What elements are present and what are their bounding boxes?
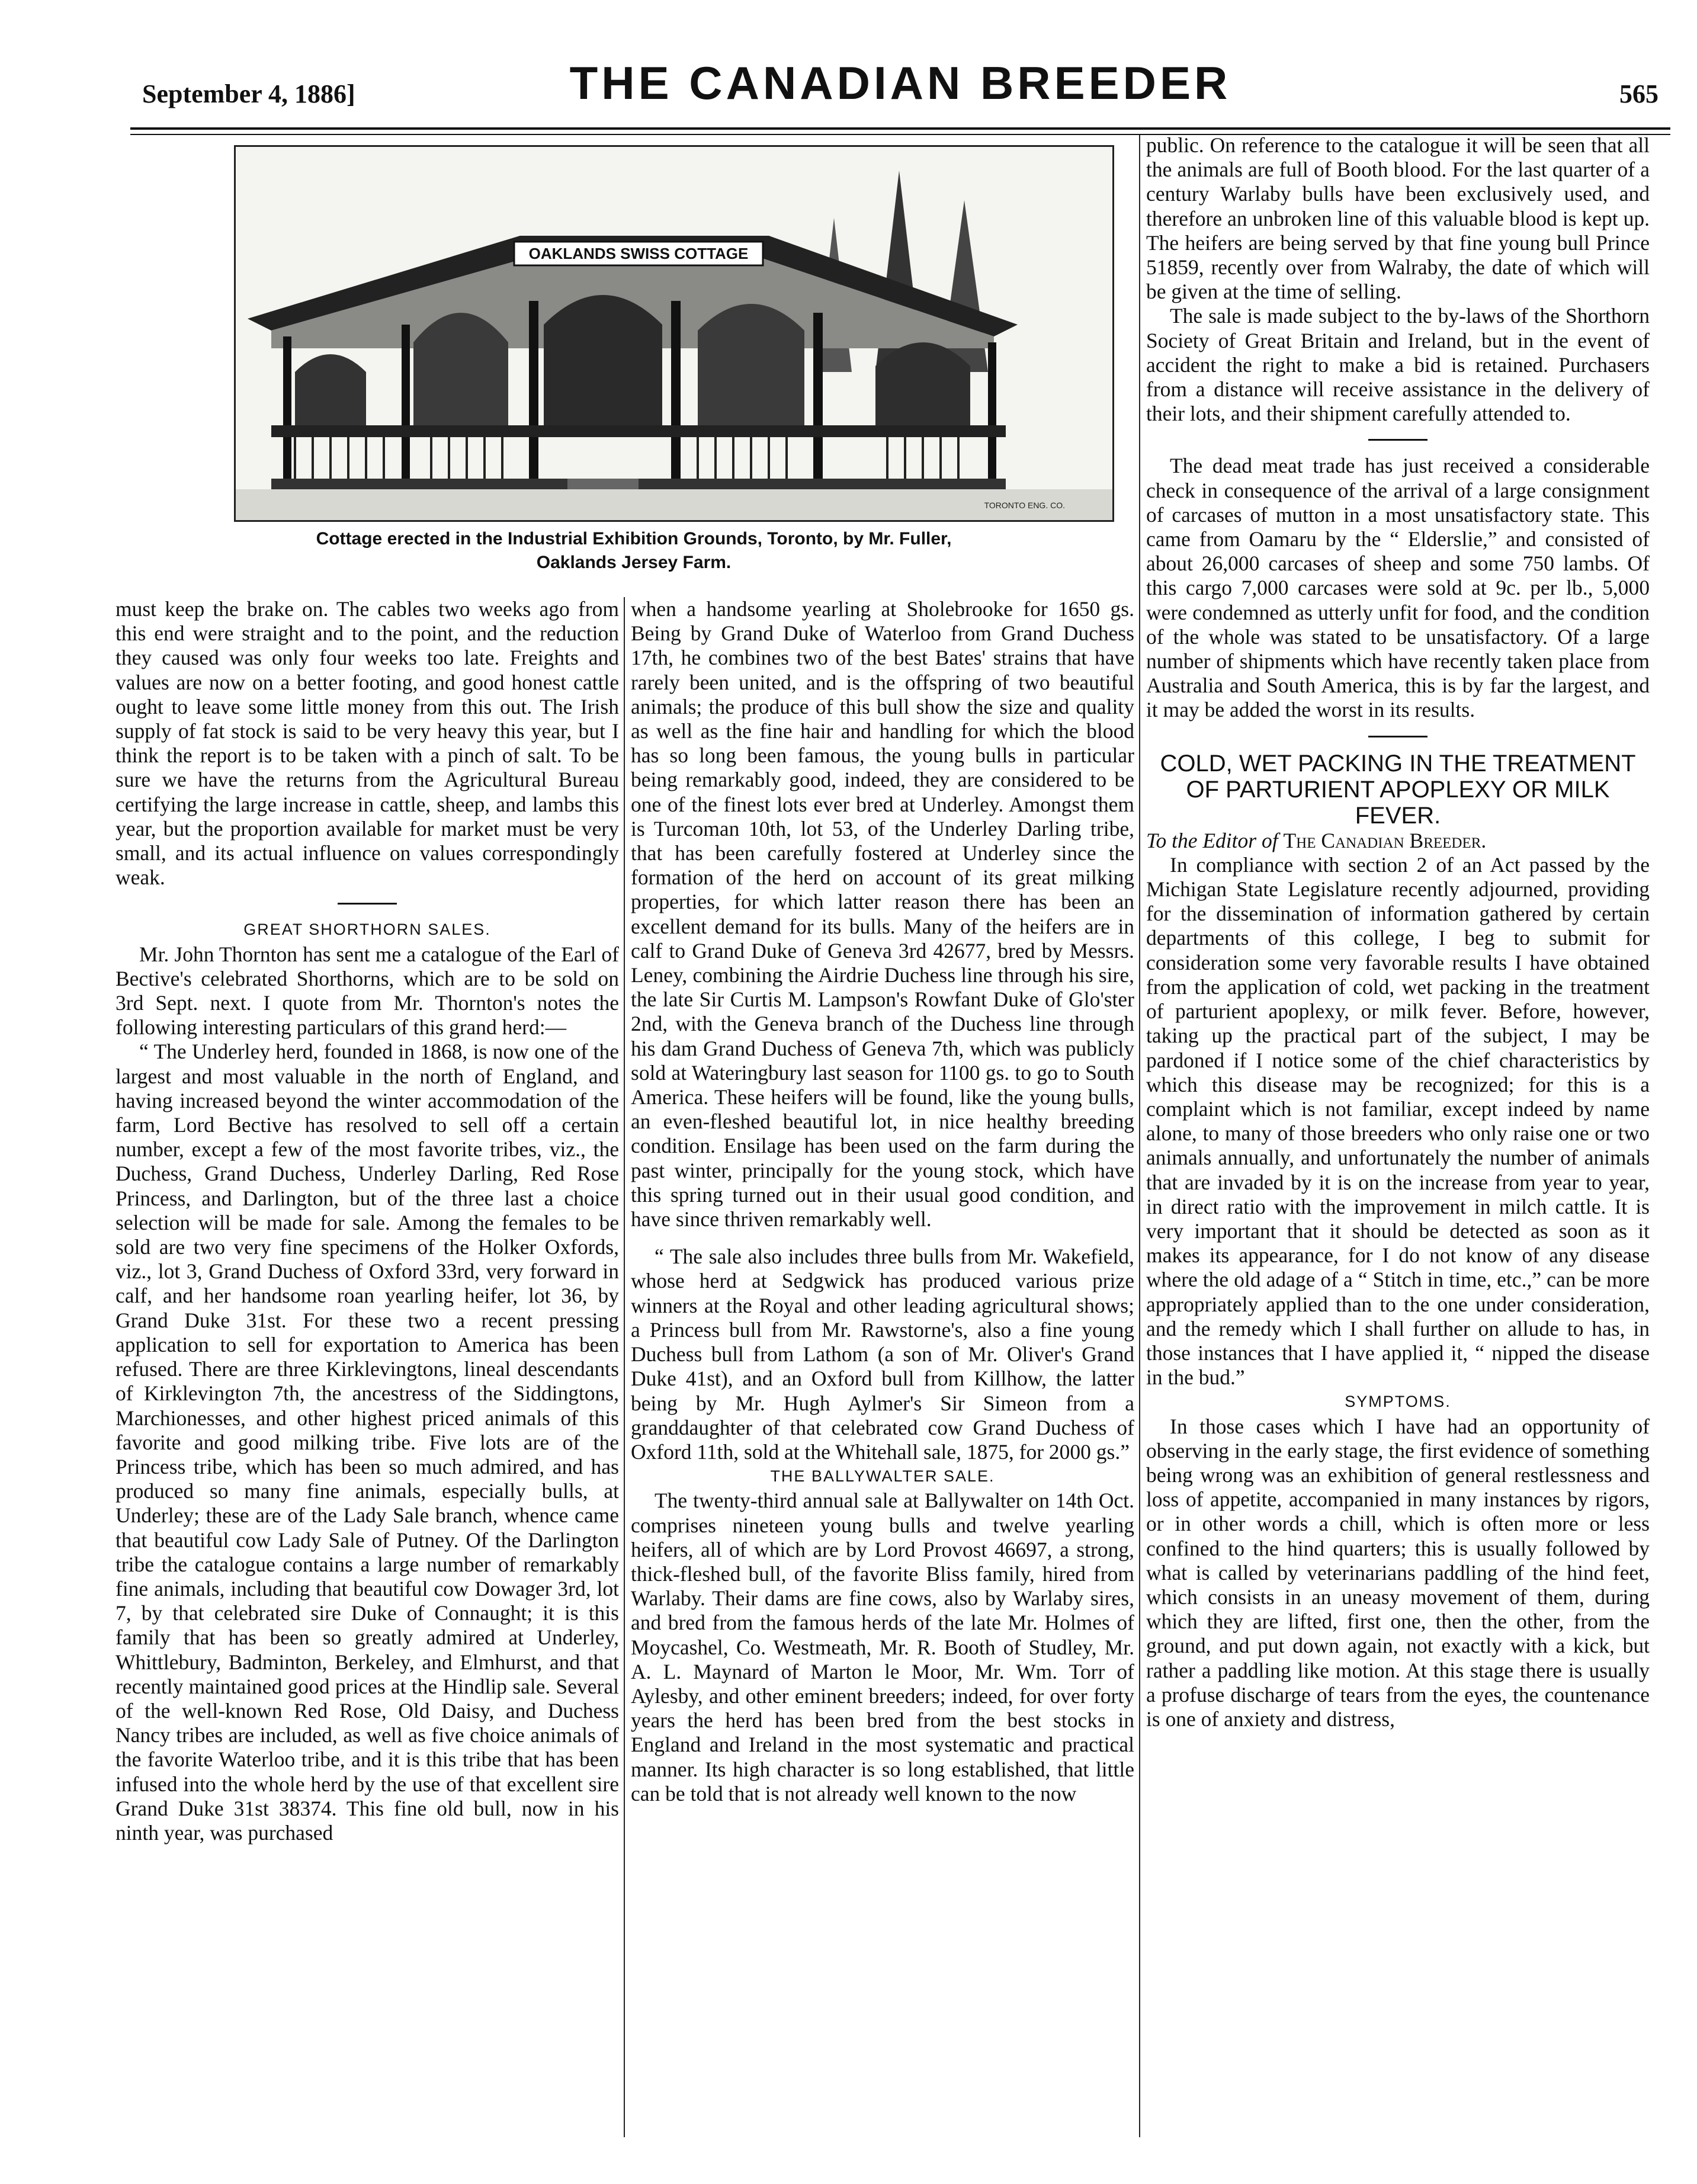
paragraph: when a handsome yearling at Sholebrooke for 1650 gs. Being by Grand Duke of Waterloo from Grand Duchess 17th, he combines two of the best Bates' strains that have rarely been united, and is the offspring of two beautiful animals; the produce of this bull show the size and quality as well as the fine hair and handling for which the blood has so long been famous, the young bulls in particular being remarkably good, indeed, they are considered to be one of the finest lots ever bred at Underley. Amongst them is Turcoman 10th, lot 53, of the Underley Darling tribe, that has been carefully fostered at Underley since the formation of the herd on account of its great milking properties, for which latter reason there has been an excellent demand for its bulls. Many of the heifers are in calf to Grand Duke of Geneva 3rd 42677, bred by Messrs. Leney, combining the Airdrie Duchess line through his sire, the late Sir Curtis M. Lampson's Rowfant Duke of Glo'ster 2nd, with the Geneva branch of the Duchess line through his dam Grand Duchess of Geneva 7th, which was publicly sold at Wateringbury last season for 1100 gs. to go to South America. These heifers will be found, like the young bulls, an even-fleshed beautiful lot, in nice healthy breeding condition. Ensilage has been used on the farm during the past winter, principally for the young stock, which have this spring turned out in their usual good condition, and have since thriven remarkably well. <box>631 597 1134 1231</box>
paragraph: must keep the brake on. The cables two weeks ago from this end were straight and to the point, and the reduction they caused was only four weeks too late. Freights and values are now on a better footing, and good honest cattle ought to leave some little money from this out. The Irish supply of fat stock is said to be very heavy this year, but I think the report is to be taken with a pinch of salt. To be sure we have the returns from the Agricultural Bureau certifying the large increase in cattle, sheep, and lambs this year, but the proportion available for market must be very small, and its actual influence on values correspondingly weak. <box>116 597 619 890</box>
address-name: The Canadian Breeder. <box>1283 828 1487 852</box>
paragraph: The twenty-third annual sale at Ballywalter on 14th Oct. comprises nineteen young bulls and twelve yearling heifers, all of which are by Lord Provost 46697, a strong, thick-fleshed bull, of the favorite Bliss family, hired from Warlaby. Their dams are fine cows, also by Warlaby sires, and bred from the famous herds of the late Mr. Holmes of Moycashel, Co. Westmeath, Mr. R. Booth of Studley, Mr. A. L. Maynard of Marton le Moor, Mr. Wm. Torr of Aylesby, and other eminent breeders; indeed, for over forty years the herd has been bred from the best stocks in England and Ireland in the most systematic and practical manner. Its high character is so long established, that little can be told that is not already well known to the now <box>631 1489 1134 1805</box>
column-rule-2 <box>1139 135 1140 2137</box>
column-rule-1 <box>624 597 625 2137</box>
column-2 <box>631 597 1134 1806</box>
page-number: 565 <box>1619 79 1658 108</box>
section-heading: THE BALLYWALTER SALE. <box>770 1467 995 1486</box>
paragraph: The dead meat trade has just received a considerable check in consequence of the arrival of a large consignment of carcases of mutton in a most unsatisfactory state. This came from Oamaru by the “ Elderslie,” and consisted of about 26,000 carcases of sheep and some 750 lambs. Of this cargo 7,000 carcases were sold at 9c. per lb., 5,000 were condemned as utterly unfit for food, and the condition of the whole was stated to be unsatisfactory. Of a large number of shipments which have recently taken place from Australia and South America, this is by far the largest, and it may be added the worst in its results. <box>1146 454 1650 722</box>
figure-caption <box>142 527 1125 575</box>
paragraph: In compliance with section 2 of an Act passed by the Michigan State Legislature recently adjourned, providing for the dissemination of information gathered by certain departments of this college, I beg to submit for consideration some very favorable results I have obtained from the application of cold, wet packing in the treatment of parturient apoplexy, or milk fever. Before, however, taking up the practical part of the subject, I may be pardoned if I notice some of the chief characteristics by which this disease may be recognized; for this is a complaint which is not familiar, except indeed by name alone, to many of those breeders who only raise one or two animals annually, and unfortunately the number of animals that are invaded by it is on the increase from year to year, in direct ratio with the improvement in milch cattle. It is very important that it should be detected as soon as it makes its appearance, for I do not know of any disease where the old adage of a “ Stitch in time, etc.,” can be more appropriately applied than to the one under consideration, and the remedy which I shall further on allude to has, in those instances that I have applied it, “ nipped the disease in the bud.” <box>1146 852 1650 1390</box>
paragraph: Mr. John Thornton has sent me a catalogue of the Earl of Bective's celebrated Shorthorns, which are to be sold on 3rd Sept. next. I quote from Mr. Thornton's notes the following interesting particulars of this grand herd:— <box>116 942 619 1040</box>
letter-address <box>1146 829 1650 853</box>
cottage-engraving <box>234 145 1114 522</box>
article-headline: COLD, WET PACKING IN THE TREATMENT OF PARTURIENT APOPLEXY OR MILK FEVER. <box>1160 750 1636 829</box>
section-heading: SYMPTOMS. <box>1345 1393 1451 1411</box>
section-heading: GREAT SHORTHORN SALES. <box>243 921 491 939</box>
cottage-sign: OAKLANDS SWISS COTTAGE <box>528 245 749 262</box>
header-rule <box>130 127 1670 130</box>
paragraph: “ The sale also includes three bulls from Mr. Wakefield, whose herd at Sedgwick has produced various prize winners at the Royal and other leading agricultural shows; a Princess bull from Mr. Rawstorne's, also a fine young Duchess bull from Lathom (a son of Mr. Oliver's Grand Duke 41st), and an Oxford bull from Killhow, the latter being by Mr. Hugh Aylmer's Sir Simeon from a granddaughter of that celebrated cow Grand Duchess of Oxford 11th, sold at the Whitehall sale, 1875, for 2000 gs.” <box>631 1245 1134 1464</box>
section-divider <box>338 903 397 905</box>
cottage-illustration <box>236 147 1112 520</box>
engraver-credit: TORONTO ENG. CO. <box>984 501 1065 510</box>
issue-date: September 4, 1886] <box>142 79 355 108</box>
paragraph: In those cases which I have had an opportunity of observing in the early stage, the first evidence of something being wrong was an exhibition of general restlessness and loss of appetite, accompanied in many instances by rigors, or in other words a chill, which is often more or less confined to the hind quarters; this is usually followed by what is called by veterinarians paddling of the hind feet, which consists in an uneasy movement of them, during which they are lifted, first one, then the other, from the ground, and put down again, not exactly with a kick, but rather a paddling like motion. At this stage there is usually a profuse discharge of tears from the eyes, the countenance is one of anxiety and distress, <box>1146 1414 1650 1731</box>
section-divider <box>1368 736 1427 737</box>
paragraph: public. On reference to the catalogue it will be seen that all the animals are full of Booth blood. For the last quarter of a century Warlaby bulls have been exclusively used, and therefore an unbroken line of this valuable blood is kept up. The heifers are being served by that fine young bull Prince 51859, recently over from Walraby, the date of which will be given at the time of selling. <box>1146 133 1650 304</box>
masthead-title: THE CANADIAN BREEDER <box>569 57 1231 109</box>
column-1 <box>116 597 619 1845</box>
caption-line-2: Oaklands Jersey Farm. <box>536 553 732 572</box>
caption-line-1: Cottage erected in the Industrial Exhibition Grounds, Toronto, by Mr. Fuller, <box>316 529 952 549</box>
section-divider <box>1368 439 1427 441</box>
paragraph: “ The Underley herd, founded in 1868, is now one of the largest and most valuable in the north of England, and having increased beyond the winter accommodation of the farm, Lord Bective has resolved to sell off a certain number, except a few of the most favorite tribes, viz., the Duchess, Grand Duchess, Underley Darling, Red Rose Princess, and Darlington, but of the three last a choice selection will be made for sale. Among the females to be sold are two very fine specimens of the Holker Oxfords, viz., lot 3, Grand Duchess of Oxford 33rd, very forward in calf, and her handsome roan yearling heifer, lot 36, by Grand Duke 31st. For these two a recent pressing application to sell for exportation to America has been refused. There are three Kirklevingtons, lineal descendants of Kirklevington 7th, the ancestress of the Siddingtons, Marchionesses, and other highest priced animals of this favorite and good milking tribe. Five lots are of the Princess tribe, which has been so much admired, and has produced so many fine animals, especially bulls, at Underley; these are of the Lady Sale branch, whence came that beautiful cow Lady Sale of Putney. Of the Darlington tribe the catalogue contains a large number of remarkably fine animals, including that beautiful cow Dowager 3rd, lot 7, by that celebrated sire Duke of Connaught; it is this family that has been so greatly admired at Underley, Whittlebury, Badminton, Berkeley, and Elmhurst, and that recently maintained good prices at the Hindlip sale. Several of the well-known Red Rose, Old Daisy, and Duchess Nancy tribes are included, as well as five choice animals of the favorite Waterloo tribe, and it is this tribe that has been infused into the whole herd by the use of that excellent sire Grand Duke 31st 38374. This fine old bull, now in his ninth year, was purchased <box>116 1040 619 1845</box>
address-prefix: To the Editor of <box>1146 828 1278 852</box>
column-3 <box>1146 133 1650 1731</box>
page-header <box>142 56 1658 121</box>
paragraph: The sale is made subject to the by-laws of the Shorthorn Society of Great Britain and Ireland, but in the event of accident the right to make a bid is retained. Purchasers from a distance will receive assistance in the delivery of their lots, and their shipment carefully attended to. <box>1146 304 1650 426</box>
